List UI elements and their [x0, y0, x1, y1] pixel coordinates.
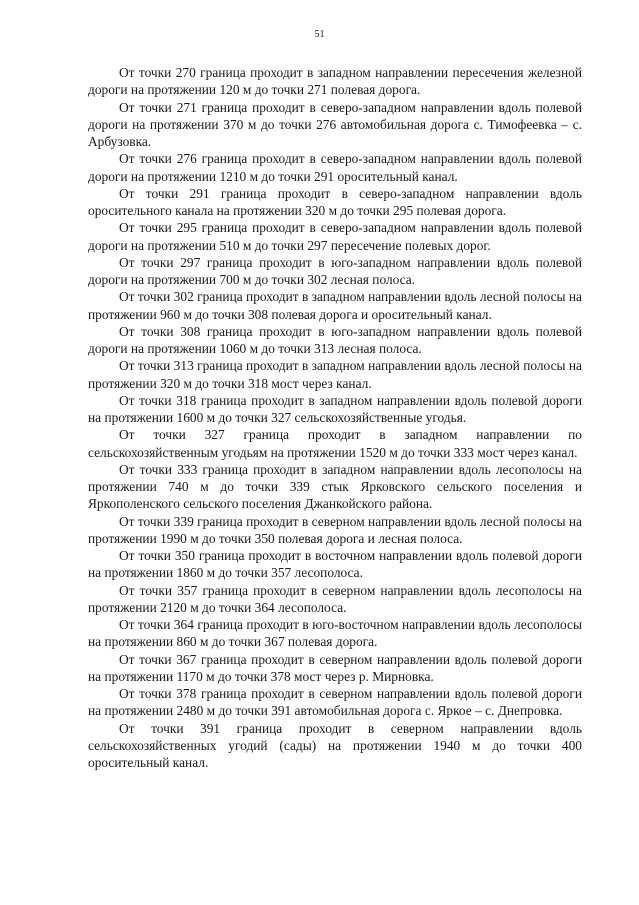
boundary-paragraph: От точки 333 граница проходит в западном направлении вдоль лесополосы на протяжении 740 м до точки 339 стык Ярковского сельского поселения и Яркополенского сельского поселения Джанкойского района.: [88, 461, 582, 512]
boundary-paragraph: От точки 291 граница проходит в северо-западном направлении вдоль оросительного канала на протяжении 320 м до точки 295 полевая дорога.: [88, 185, 582, 218]
boundary-paragraph: От точки 350 граница проходит в восточном направлении вдоль полевой дороги на протяжении 1860 м до точки 357 лесополоса.: [88, 548, 582, 581]
boundary-paragraph: От точки 318 граница проходит в западном направлении вдоль полевой дороги на протяжении 1600 м до точки 327 сельскохозяйственные угодья.: [88, 392, 582, 425]
boundary-paragraph: От точки 295 граница проходит в северо-западном направлении вдоль полевой дороги на протяжении 510 м до точки 297 пересечение полевых дорог.: [88, 220, 582, 253]
document-body: [88, 64, 582, 771]
boundary-paragraph: От точки 391 граница проходит в северном направлении вдоль сельскохозяйственных угодий (сады) на протяжении 1940 м до точки 400 оросительный канал.: [88, 720, 582, 770]
boundary-paragraph: От точки 357 граница проходит в северном направлении вдоль лесополосы на протяжении 2120 м до точки 364 лесополоса.: [88, 582, 582, 615]
boundary-paragraph: От точки 364 граница проходит в юго-восточном направлении вдоль лесополосы на протяжении 860 м до точки 367 полевая дорога.: [88, 617, 582, 650]
page-number: 51: [314, 29, 325, 40]
boundary-paragraph: От точки 270 граница проходит в западном направлении пересечения железной дороги на протяжении 120 м до точки 271 полевая дорога.: [88, 65, 582, 98]
boundary-paragraph: От точки 308 граница проходит в юго-западном направлении вдоль полевой дороги на протяжении 1060 м до точки 313 лесная полоса.: [88, 323, 582, 356]
boundary-paragraph: От точки 327 граница проходит в западном направлении по сельскохозяйственным угодьям на протяжении 1520 м до точки 333 мост через канал.: [88, 427, 582, 460]
boundary-paragraph: От точки 271 граница проходит в северо-западном направлении вдоль полевой дороги на протяжении 370 м до точки 276 автомобильная дорога с. Тимофеевка – с. Арбузовка.: [88, 99, 582, 149]
boundary-paragraph: От точки 313 граница проходит в западном направлении вдоль лесной полосы на протяжении 320 м до точки 318 мост через канал.: [88, 358, 582, 391]
boundary-paragraph: От точки 302 граница проходит в западном направлении вдоль лесной полосы на протяжении 960 м до точки 308 полевая дорога и оросительный канал.: [88, 289, 582, 322]
boundary-paragraph: От точки 378 граница проходит в северном направлении вдоль полевой дороги на протяжении 2480 м до точки 391 автомобильная дорога с. Яркое – с. Днепровка.: [88, 686, 582, 719]
boundary-paragraph: От точки 276 граница проходит в северо-западном направлении вдоль полевой дороги на протяжении 1210 м до точки 291 оросительный канал.: [88, 151, 582, 184]
boundary-paragraph: От точки 339 граница проходит в северном направлении вдоль лесной полосы на протяжении 1990 м до точки 350 полевая дорога и лесная полоса.: [88, 513, 582, 546]
boundary-paragraph: От точки 367 граница проходит в северном направлении вдоль полевой дороги на протяжении 1170 м до точки 378 мост через р. Мирновка.: [88, 651, 582, 684]
boundary-paragraph: От точки 297 граница проходит в юго-западном направлении вдоль полевой дороги на протяжении 700 м до точки 302 лесная полоса.: [88, 254, 582, 287]
